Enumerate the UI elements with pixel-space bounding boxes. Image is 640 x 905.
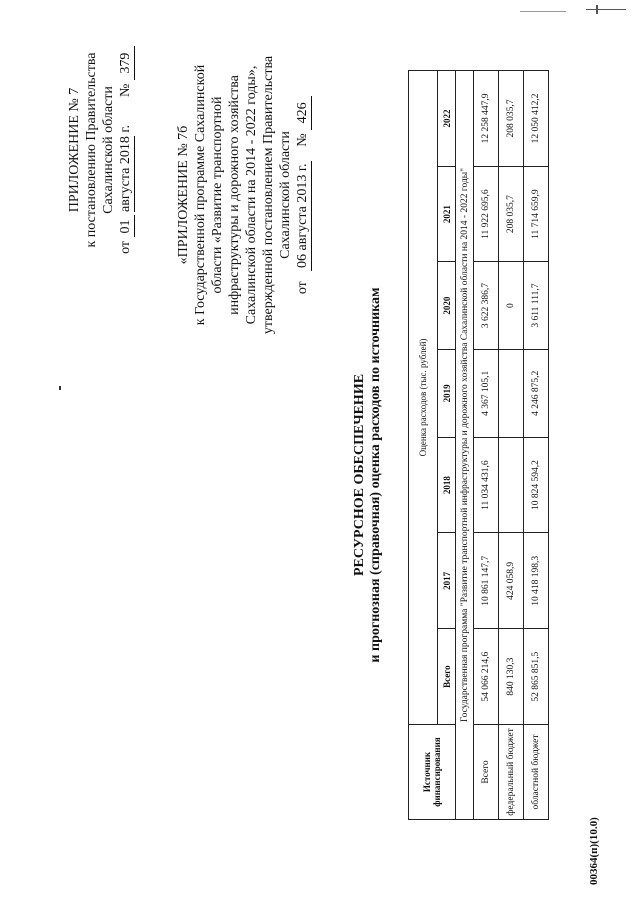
program-row: Государственная программа "Развитие транспортной инфраструктуры и дорожного хозяйства Сахалинской области на 2014 - 2022 годы" (456, 71, 474, 820)
table-cell: 54 066 214,6 (474, 629, 499, 725)
appendix-7-header (66, 10, 135, 290)
table-cell: 11 714 659,9 (524, 166, 549, 261)
date-day: 01 (117, 215, 135, 237)
appendix-7-line: к постановлению Правительства (84, 52, 99, 248)
document-number: 426 (294, 96, 312, 130)
column-header: 2020 (438, 262, 456, 350)
table-cell: 12 258 447,9 (474, 71, 499, 167)
appendix-7b-date-row (294, 40, 312, 350)
column-header: 2022 (438, 71, 456, 167)
table-cell: 10 418 198,3 (524, 533, 549, 629)
table-cell (499, 437, 524, 533)
number-label: № (295, 133, 310, 147)
estimate-column-header: Оценка расходов (тыс. рублей) (409, 71, 438, 725)
from-label: от (295, 281, 310, 295)
appendix-7b-line: Сахалинской области (278, 131, 293, 259)
row-label: федеральный бюджет (499, 725, 524, 820)
expenses-table (408, 70, 549, 820)
date-month-year: августа 2018 (118, 136, 133, 212)
appendix-7-date-row (117, 10, 135, 290)
column-header: 2017 (438, 533, 456, 629)
table-cell: 52 865 851,5 (524, 629, 549, 725)
table-cell: 424 058,9 (499, 533, 524, 629)
table-row (499, 71, 524, 820)
table-cell: 12 050 412,2 (524, 71, 549, 167)
document-number: 379 (117, 46, 135, 80)
column-header: Всего (438, 629, 456, 725)
appendix-7-line: Сахалинской области (101, 86, 116, 214)
table-cell: 11 034 431,6 (474, 437, 499, 533)
table-cell: 840 130,3 (499, 629, 524, 725)
appendix-7b-title: «ПРИЛОЖЕНИЕ № 7б (176, 125, 191, 265)
appendix-7b-header (175, 40, 312, 350)
table-cell: 4 367 105,1 (474, 349, 499, 437)
approval-date: 06 августа 2013 г. (294, 161, 312, 271)
column-header: 2021 (438, 166, 456, 261)
table-row (524, 71, 549, 820)
from-label: от (118, 240, 133, 254)
appendix-7b-line: к Государственной программе Сахалинской (193, 64, 208, 326)
appendix-7-title: ПРИЛОЖЕНИЕ № 7 (67, 87, 82, 213)
appendix-7b-line: области «Развитие транспортной (210, 96, 225, 294)
appendix-7b-line: Сахалинской области на 2014 - 2022 годы», (244, 65, 259, 325)
appendix-7b-line: инфраструктуры и дорожного хозяйства (227, 75, 242, 315)
table-cell: 10 824 594,2 (524, 437, 549, 533)
table-cell (499, 349, 524, 437)
table-row (474, 71, 499, 820)
row-label: областной бюджет (524, 725, 549, 820)
title-line-2: и прогнозная (справочная) оценка расходов по источникам (368, 287, 383, 663)
table-cell: 10 861 147,7 (474, 533, 499, 629)
source-column-header: Источник финансирования (409, 725, 456, 820)
table-cell: 11 922 695,6 (474, 166, 499, 261)
footer-code: 00364(п)(10.0) (588, 817, 600, 885)
row-label: Всего (474, 725, 499, 820)
table-cell: 0 (499, 262, 524, 350)
table-cell: 4 246 875,2 (524, 349, 549, 437)
document-title (352, 195, 384, 755)
year-header-row (438, 71, 456, 820)
table-cell: 208 035,7 (499, 71, 524, 167)
column-header: 2019 (438, 349, 456, 437)
table-cell: 3 611 111,7 (524, 262, 549, 350)
year-suffix: г. (118, 124, 133, 133)
table-cell: 208 035,7 (499, 166, 524, 261)
appendix-7b-line: утвержденной постановлением Правительства (261, 55, 276, 335)
column-header: 2018 (438, 437, 456, 533)
number-label: № (118, 83, 133, 97)
title-line-1: РЕСУРСНОЕ ОБЕСПЕЧЕНИЕ (352, 373, 367, 577)
table-cell: 3 622 386,7 (474, 262, 499, 350)
